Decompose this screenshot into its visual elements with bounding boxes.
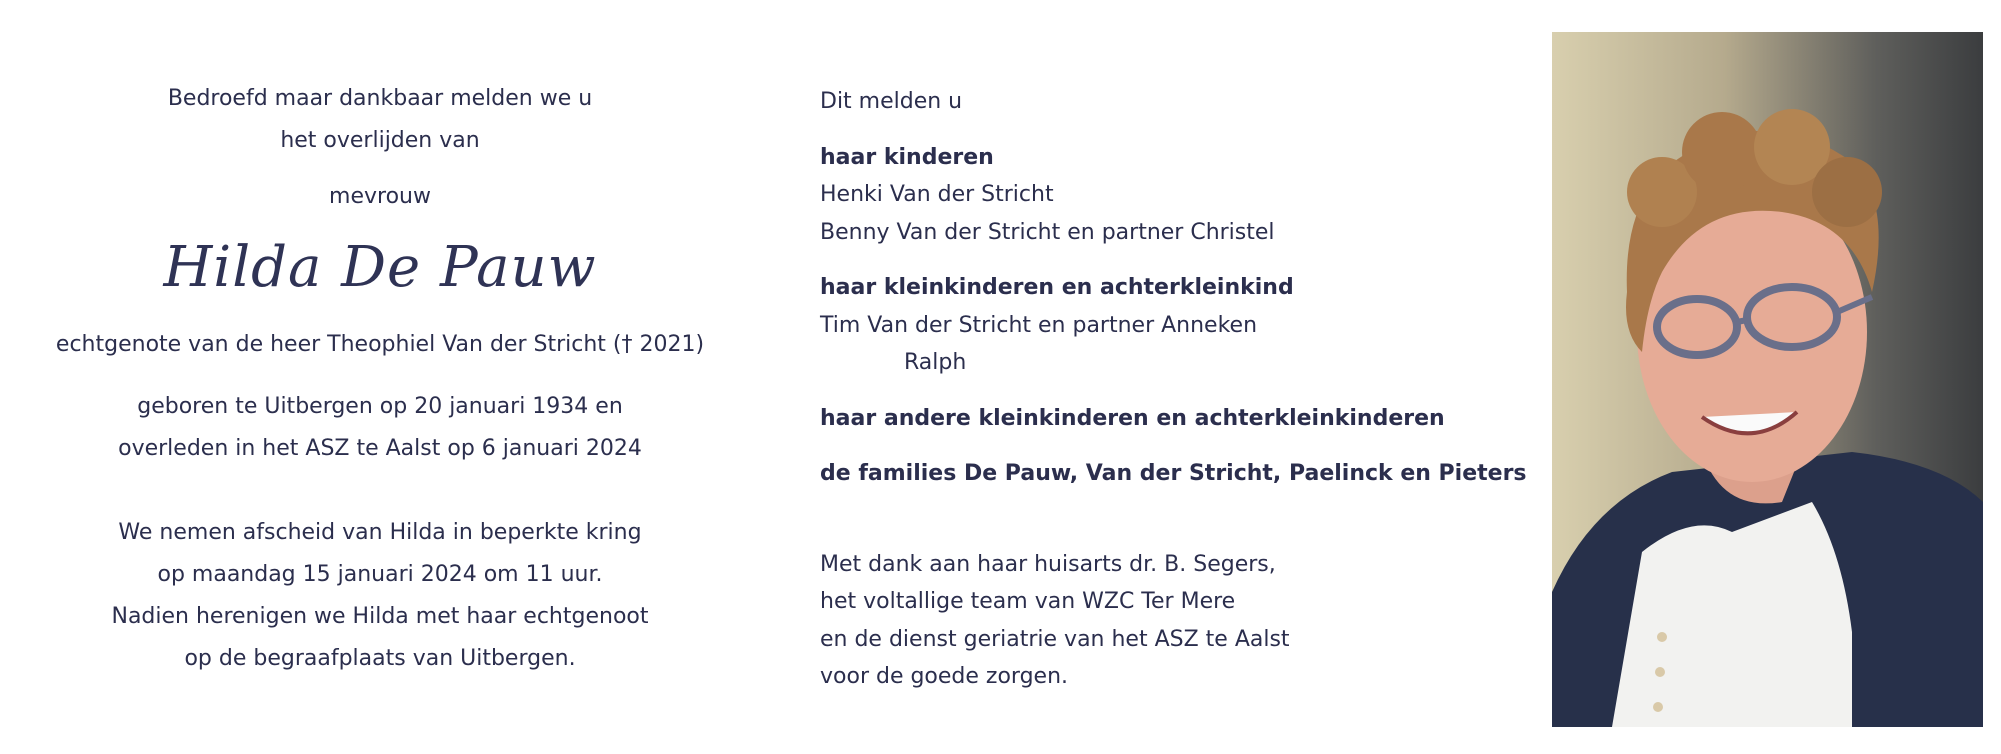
birth-line: geboren te Uitbergen op 20 januari 1934 en bbox=[137, 394, 623, 419]
children-heading: haar kinderen bbox=[820, 144, 994, 170]
family-column bbox=[820, 83, 1527, 696]
thanks-line-2: het voltallige team van WZC Ter Mere bbox=[820, 589, 1236, 614]
grandchild-1: Tim Van der Stricht en partner Anneken bbox=[820, 312, 1258, 338]
families-line: de families De Pauw, Van der Stricht, Paelinck en Pieters bbox=[820, 461, 1527, 486]
child-1: Henki Van der Stricht bbox=[820, 182, 1054, 207]
announcement-column bbox=[40, 78, 720, 680]
farewell-line-2: op maandag 15 januari 2024 om 11 uur. bbox=[157, 562, 603, 587]
thanks-line-3: en de dienst geriatrie van het ASZ te Aalst bbox=[820, 626, 1290, 652]
grandchildren-heading: haar kleinkinderen en achterkleinkind bbox=[820, 275, 1294, 300]
portrait-photo bbox=[1552, 32, 1983, 727]
other-grandchildren: haar andere kleinkinderen en achterkleinkinderen bbox=[820, 405, 1445, 431]
spouse-line: echtgenote van de heer Theophiel Van der Stricht († 2021) bbox=[55, 332, 705, 357]
farewell-line-1: We nemen afscheid van Hilda in beperkte kring bbox=[118, 520, 642, 545]
portrait-illustration bbox=[1552, 32, 1983, 727]
death-line: overleden in het ASZ te Aalst op 6 januari 2024 bbox=[118, 436, 642, 461]
great-grandchild-1: Ralph bbox=[904, 350, 967, 375]
thanks-line-4: voor de goede zorgen. bbox=[820, 664, 1069, 689]
child-2: Benny Van der Stricht en partner Christel bbox=[820, 219, 1275, 245]
farewell-line-4: op de begraafplaats van Uitbergen. bbox=[184, 646, 576, 671]
thanks-line-1: Met dank aan haar huisarts dr. B. Segers, bbox=[820, 551, 1276, 577]
deceased-name: Hilda De Pauw bbox=[163, 235, 597, 300]
farewell-line-3: Nadien herenigen we Hilda met haar echtgenoot bbox=[111, 604, 649, 629]
intro-line-1: Bedroefd maar dankbaar melden we u bbox=[167, 86, 593, 111]
family-intro: Dit melden u bbox=[820, 89, 963, 114]
intro-line-2: het overlijden van bbox=[280, 128, 480, 153]
honorific: mevrouw bbox=[329, 184, 431, 209]
